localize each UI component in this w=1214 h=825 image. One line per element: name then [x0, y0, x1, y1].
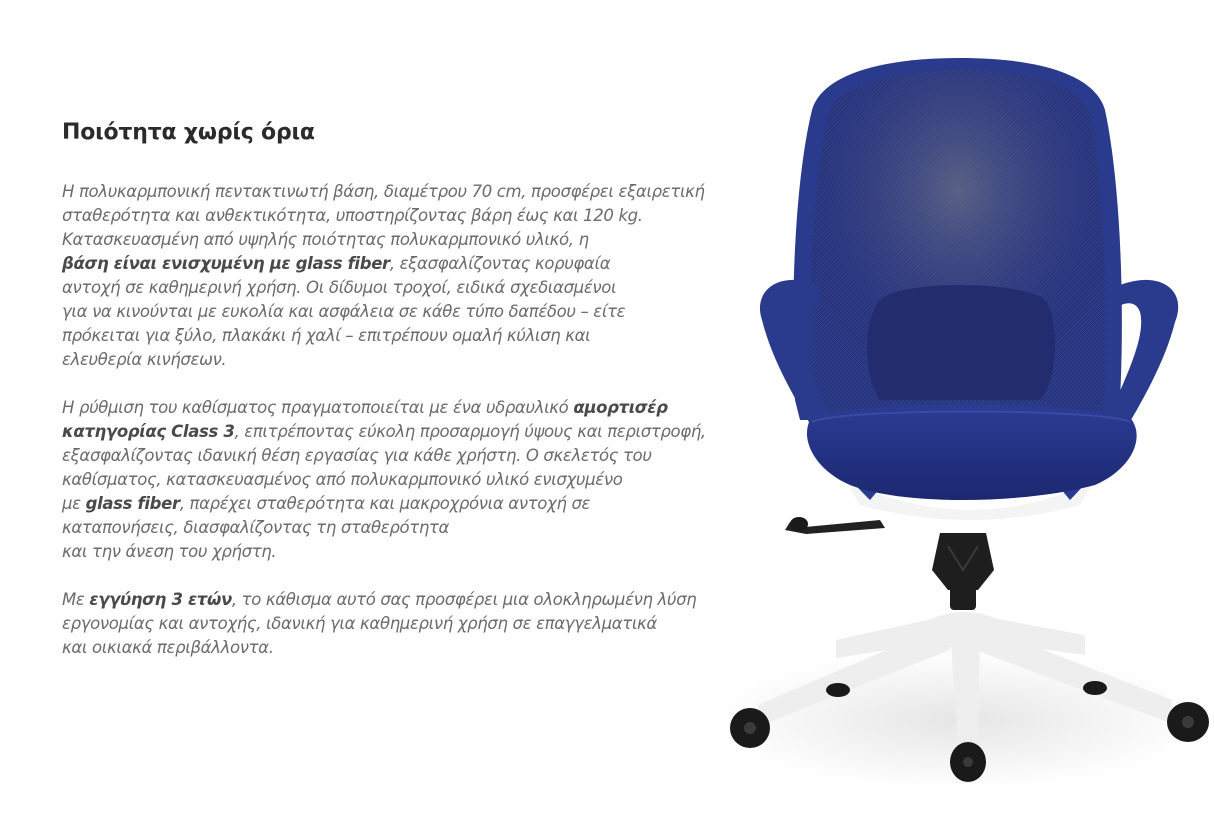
- seat-cushion: [807, 405, 1137, 500]
- p2-line-2-rest: , επιτρέποντας εύκολη προσαρμογή ύψους και περιστροφή,: [234, 422, 706, 441]
- p1-line-7: πρόκειται για ξύλο, πλακάκι ή χαλί – επιτρέπουν ομαλή κύλιση και: [62, 326, 591, 345]
- paragraph-warranty: [62, 588, 742, 660]
- column-cover: [932, 533, 994, 590]
- p1-line-2: σταθερότητα και ανθεκτικότητα, υποστηρίζοντας βάρη έως και 120 kg.: [62, 206, 643, 225]
- p3-line-3: και οικιακά περιβάλλοντα.: [62, 638, 274, 657]
- p2-line-6: καταπονήσεις, διασφαλίζοντας τη σταθερότητα: [62, 518, 450, 537]
- p1-line-1: Η πολυκαρμπονική πεντακτινωτή βάση, διαμέτρου 70 cm, προσφέρει εξαιρετική: [62, 182, 705, 201]
- content-column: [62, 120, 742, 660]
- p2-line-5-pre: με: [62, 494, 86, 513]
- p3-line-1-pre: Με: [62, 590, 90, 609]
- chair-image: [700, 40, 1214, 825]
- lumbar-pad: [867, 285, 1055, 400]
- p3-line-1-rest: , το κάθισμα αυτό σας προσφέρει μια ολοκληρωμένη λύση: [231, 590, 697, 609]
- p2-line-4: καθίσματος, κατασκευασμένος από πολυκαρμπονικό υλικό ενισχυμένο: [62, 470, 623, 489]
- office-chair-illustration: [700, 40, 1214, 825]
- p3-line-1-bold: εγγύηση 3 ετών: [89, 590, 232, 609]
- paragraph-base: [62, 180, 742, 372]
- paragraph-adjustment: [62, 396, 742, 564]
- p1-line-5: αντοχή σε καθημερινή χρήση. Οι δίδυμοι τροχοί, ειδικά σχεδιασμένοι: [62, 278, 617, 297]
- p2-line-3: εξασφαλίζοντας ιδανική θέση εργασίας για κάθε χρήστη. Ο σκελετός του: [62, 446, 652, 465]
- p2-line-2-bold: κατηγορίας Class 3: [62, 422, 235, 441]
- p1-line-4-rest: , εξασφαλίζοντας κορυφαία: [389, 254, 611, 273]
- lever-knob: [790, 517, 808, 531]
- p1-line-8: ελευθερία κινήσεων.: [62, 350, 227, 369]
- p3-line-2: εργονομίας και αντοχής, ιδανική για καθημερινή χρήση σε επαγγελματικά: [62, 614, 657, 633]
- section-title: Ποιότητα χωρίς όρια: [62, 120, 315, 145]
- p2-line-5-bold: glass fiber: [85, 494, 180, 513]
- p2-line-5-rest: , παρέχει σταθερότητα και μακροχρόνια αντοχή σε: [179, 494, 591, 513]
- p1-line-4-bold: βάση είναι ενισχυμένη με glass fiber: [62, 254, 390, 273]
- p2-line-7: και την άνεση του χρήστη.: [62, 542, 277, 561]
- p1-line-6: για να κινούνται με ευκολία και ασφάλεια σε κάθε τύπο δαπέδου – είτε: [62, 302, 626, 321]
- p2-line-1-pre: Η ρύθμιση του καθίσματος πραγματοποιείται με ένα υδραυλικό: [62, 398, 574, 417]
- p2-line-1-bold: αμορτισέρ: [573, 398, 668, 417]
- p1-line-3: Κατασκευασμένη από υψηλής ποιότητας πολυκαρμπονικό υλικό, η: [62, 230, 589, 249]
